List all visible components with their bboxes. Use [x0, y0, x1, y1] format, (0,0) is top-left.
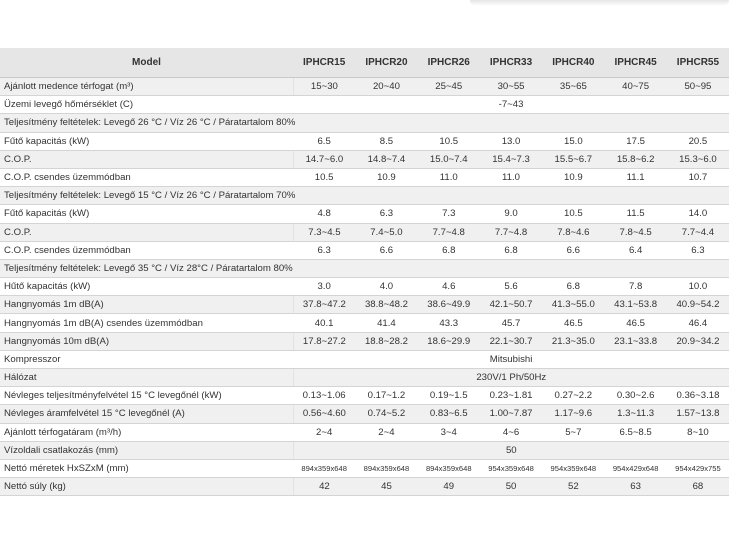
value-cell: 0.36~3.18 [667, 387, 729, 405]
value-cell: 7.4~5.0 [355, 223, 417, 241]
value-cell: 22.1~30.7 [480, 332, 542, 350]
spanning-value-cell: 50 [293, 441, 729, 459]
value-cell: 41.3~55.0 [542, 296, 604, 314]
section-header-row [0, 259, 729, 277]
value-cell: 1.17~9.6 [542, 405, 604, 423]
row-label: Üzemi levegő hőmérséklet (C) [0, 96, 293, 114]
value-cell: 42 [293, 478, 355, 496]
table-row [0, 168, 729, 186]
value-cell: 40.1 [293, 314, 355, 332]
spanning-value-cell: 230V/1 Ph/50Hz [293, 369, 729, 387]
table-row [0, 132, 729, 150]
row-label: Hangnyomás 1m dB(A) csendes üzemmódban [0, 314, 293, 332]
value-cell: 11.5 [604, 205, 666, 223]
table-row [0, 478, 729, 496]
value-cell: 6.4 [604, 241, 666, 259]
value-cell: 2~4 [355, 423, 417, 441]
table-row [0, 150, 729, 168]
value-cell: 9.0 [480, 205, 542, 223]
value-cell: 4.6 [418, 278, 480, 296]
spanning-value-cell: -7~43 [293, 96, 729, 114]
value-cell: 17.5 [604, 132, 666, 150]
value-cell: 10.9 [355, 168, 417, 186]
section-title: Teljesítmény feltételek: Levegő 15 °C / Víz 26 °C / Páratartalom 70% [0, 187, 729, 205]
value-cell: 894x359x648 [355, 459, 417, 477]
value-cell: 3.0 [293, 278, 355, 296]
value-cell: 20.9~34.2 [667, 332, 729, 350]
table-row [0, 241, 729, 259]
table-row [0, 459, 729, 477]
value-cell: 8.5 [355, 132, 417, 150]
value-cell: 21.3~35.0 [542, 332, 604, 350]
value-cell: 894x359x648 [293, 459, 355, 477]
value-cell: 41.4 [355, 314, 417, 332]
value-cell: 0.17~1.2 [355, 387, 417, 405]
value-cell: 14.7~6.0 [293, 150, 355, 168]
value-cell: 6.6 [542, 241, 604, 259]
section-title: Teljesítmény feltételek: Levegő 26 °C / Víz 26 °C / Páratartalom 80% [0, 114, 729, 132]
row-label: Nettó méretek HxSZxM (mm) [0, 459, 293, 477]
value-cell: 6.3 [667, 241, 729, 259]
row-label: Kompresszor [0, 350, 293, 368]
row-label: Hangnyomás 10m dB(A) [0, 332, 293, 350]
value-cell: 46.4 [667, 314, 729, 332]
spanning-value-cell: Mitsubishi [293, 350, 729, 368]
table-row [0, 96, 729, 114]
table-row [0, 278, 729, 296]
value-cell: 15.3~6.0 [667, 150, 729, 168]
value-cell: 52 [542, 478, 604, 496]
value-cell: 4.8 [293, 205, 355, 223]
value-cell: 15.5~6.7 [542, 150, 604, 168]
value-cell: 954x359x648 [542, 459, 604, 477]
value-cell: 0.56~4.60 [293, 405, 355, 423]
value-cell: 7.7~4.4 [667, 223, 729, 241]
value-cell: 45 [355, 478, 417, 496]
row-label: Fűtő kapacitás (kW) [0, 205, 293, 223]
value-cell: 43.1~53.8 [604, 296, 666, 314]
row-label: C.O.P. [0, 150, 293, 168]
value-cell: 6.8 [480, 241, 542, 259]
value-cell: 17.8~27.2 [293, 332, 355, 350]
value-cell: 11.0 [418, 168, 480, 186]
value-cell: 13.0 [480, 132, 542, 150]
model-header: IPHCR33 [480, 48, 542, 78]
row-label: Nettó súly (kg) [0, 478, 293, 496]
value-cell: 10.9 [542, 168, 604, 186]
table-row [0, 405, 729, 423]
value-cell: 6.8 [418, 241, 480, 259]
value-cell: 43.3 [418, 314, 480, 332]
value-cell: 18.8~28.2 [355, 332, 417, 350]
value-cell: 0.74~5.2 [355, 405, 417, 423]
value-cell: 38.6~49.9 [418, 296, 480, 314]
row-label: Névleges áramfelvétel 15 °C levegőnél (A) [0, 405, 293, 423]
value-cell: 38.8~48.2 [355, 296, 417, 314]
row-label: Névleges teljesítményfelvétel 15 °C levegőnél (kW) [0, 387, 293, 405]
value-cell: 45.7 [480, 314, 542, 332]
value-cell: 0.23~1.81 [480, 387, 542, 405]
table-row [0, 205, 729, 223]
top-shadow-decoration [470, 0, 729, 6]
value-cell: 7.8~4.5 [604, 223, 666, 241]
value-cell: 4~6 [480, 423, 542, 441]
value-cell: 20~40 [355, 78, 417, 96]
value-cell: 1.3~11.3 [604, 405, 666, 423]
value-cell: 1.00~7.87 [480, 405, 542, 423]
table-row [0, 314, 729, 332]
table-row [0, 441, 729, 459]
value-cell: 37.8~47.2 [293, 296, 355, 314]
model-header: IPHCR40 [542, 48, 604, 78]
value-cell: 11.0 [480, 168, 542, 186]
table-row [0, 387, 729, 405]
table-row [0, 332, 729, 350]
value-cell: 63 [604, 478, 666, 496]
value-cell: 14.8~7.4 [355, 150, 417, 168]
value-cell: 68 [667, 478, 729, 496]
row-label: Ajánlott térfogatáram (m³/h) [0, 423, 293, 441]
value-cell: 11.1 [604, 168, 666, 186]
value-cell: 30~55 [480, 78, 542, 96]
value-cell: 10.5 [293, 168, 355, 186]
value-cell: 4.0 [355, 278, 417, 296]
table-row [0, 78, 729, 96]
value-cell: 14.0 [667, 205, 729, 223]
value-cell: 50 [480, 478, 542, 496]
value-cell: 894x359x648 [418, 459, 480, 477]
value-cell: 3~4 [418, 423, 480, 441]
value-cell: 1.57~13.8 [667, 405, 729, 423]
row-label: Hűtő kapacitás (kW) [0, 278, 293, 296]
section-title: Teljesítmény feltételek: Levegő 35 °C / Víz 28°C / Páratartalom 80% [0, 259, 729, 277]
model-column-header: Model [0, 48, 293, 78]
value-cell: 6.5~8.5 [604, 423, 666, 441]
table-row [0, 223, 729, 241]
value-cell: 6.8 [542, 278, 604, 296]
row-label: C.O.P. csendes üzemmódban [0, 168, 293, 186]
value-cell: 954x359x648 [480, 459, 542, 477]
value-cell: 5~7 [542, 423, 604, 441]
value-cell: 46.5 [604, 314, 666, 332]
value-cell: 7.7~4.8 [480, 223, 542, 241]
model-header: IPHCR20 [355, 48, 417, 78]
row-label: Hálózat [0, 369, 293, 387]
value-cell: 46.5 [542, 314, 604, 332]
value-cell: 2~4 [293, 423, 355, 441]
value-cell: 15.8~6.2 [604, 150, 666, 168]
row-label: Fűtő kapacitás (kW) [0, 132, 293, 150]
model-header: IPHCR15 [293, 48, 355, 78]
value-cell: 15.0 [542, 132, 604, 150]
value-cell: 10.5 [542, 205, 604, 223]
model-header: IPHCR26 [418, 48, 480, 78]
value-cell: 15~30 [293, 78, 355, 96]
model-header: IPHCR45 [604, 48, 666, 78]
value-cell: 6.3 [355, 205, 417, 223]
value-cell: 23.1~33.8 [604, 332, 666, 350]
value-cell: 0.27~2.2 [542, 387, 604, 405]
value-cell: 7.3~4.5 [293, 223, 355, 241]
table-body [0, 78, 729, 496]
value-cell: 5.6 [480, 278, 542, 296]
value-cell: 7.3 [418, 205, 480, 223]
table-row [0, 369, 729, 387]
value-cell: 10.0 [667, 278, 729, 296]
value-cell: 6.3 [293, 241, 355, 259]
value-cell: 7.8~4.6 [542, 223, 604, 241]
table-row [0, 423, 729, 441]
table-row [0, 350, 729, 368]
value-cell: 40.9~54.2 [667, 296, 729, 314]
value-cell: 40~75 [604, 78, 666, 96]
row-label: C.O.P. [0, 223, 293, 241]
row-label: C.O.P. csendes üzemmódban [0, 241, 293, 259]
value-cell: 10.7 [667, 168, 729, 186]
value-cell: 0.83~6.5 [418, 405, 480, 423]
value-cell: 8~10 [667, 423, 729, 441]
value-cell: 0.13~1.06 [293, 387, 355, 405]
value-cell: 25~45 [418, 78, 480, 96]
value-cell: 0.19~1.5 [418, 387, 480, 405]
value-cell: 50~95 [667, 78, 729, 96]
spec-table [0, 48, 729, 496]
table-row [0, 296, 729, 314]
value-cell: 0.30~2.6 [604, 387, 666, 405]
value-cell: 954x429x755 [667, 459, 729, 477]
row-label: Ajánlott medence térfogat (m³) [0, 78, 293, 96]
row-label: Hangnyomás 1m dB(A) [0, 296, 293, 314]
row-label: Vízoldali csatlakozás (mm) [0, 441, 293, 459]
value-cell: 15.0~7.4 [418, 150, 480, 168]
model-header: IPHCR55 [667, 48, 729, 78]
table-header-row [0, 48, 729, 78]
value-cell: 6.6 [355, 241, 417, 259]
value-cell: 10.5 [418, 132, 480, 150]
value-cell: 20.5 [667, 132, 729, 150]
section-header-row [0, 187, 729, 205]
value-cell: 7.8 [604, 278, 666, 296]
value-cell: 954x429x648 [604, 459, 666, 477]
value-cell: 6.5 [293, 132, 355, 150]
value-cell: 7.7~4.8 [418, 223, 480, 241]
value-cell: 49 [418, 478, 480, 496]
value-cell: 35~65 [542, 78, 604, 96]
value-cell: 42.1~50.7 [480, 296, 542, 314]
section-header-row [0, 114, 729, 132]
value-cell: 18.6~29.9 [418, 332, 480, 350]
value-cell: 15.4~7.3 [480, 150, 542, 168]
